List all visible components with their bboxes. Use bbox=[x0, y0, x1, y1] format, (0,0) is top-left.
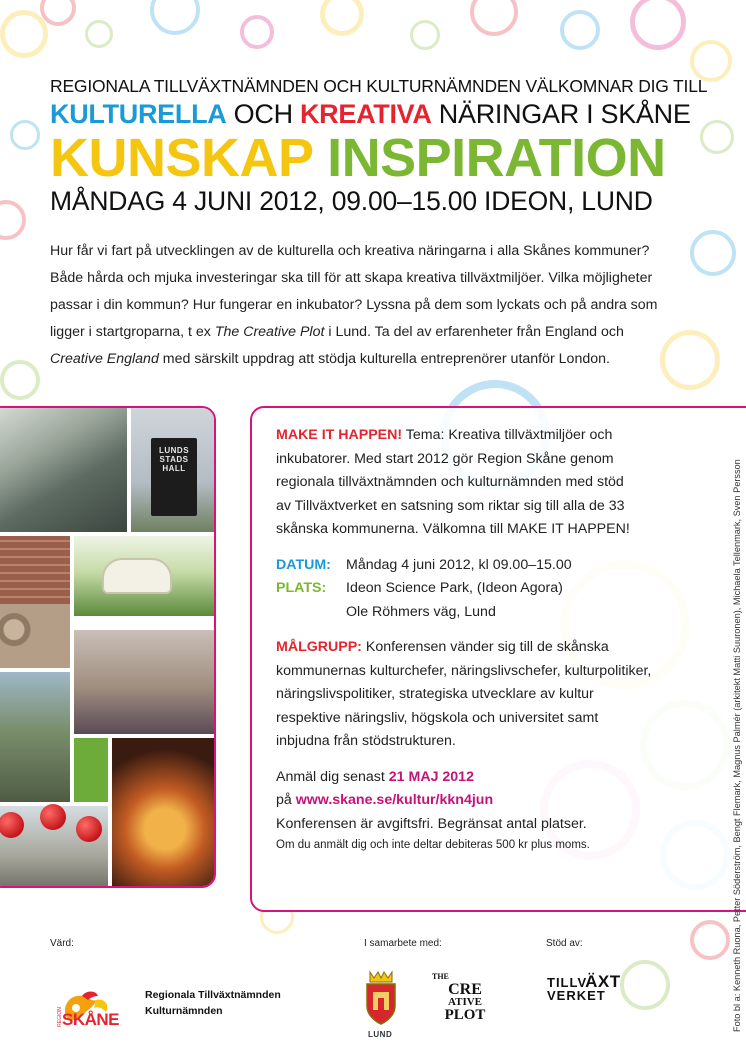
register-link[interactable]: www.skane.se/kultur/kkn4jun bbox=[295, 792, 494, 808]
plats-row-2 bbox=[276, 601, 716, 625]
header-kunskap: KUNSKAP bbox=[50, 128, 313, 188]
header-naringar: NÄRINGAR I SKÅNE bbox=[431, 99, 691, 129]
plats-address: Ole Röhmers väg, Lund bbox=[346, 603, 496, 620]
photo-collage bbox=[0, 406, 216, 888]
red-ball bbox=[0, 812, 24, 838]
make-it-happen-text: av Tillväxtverket en satsning som riktar sig till alla de 33 bbox=[276, 497, 625, 514]
creative-plot-name: The Creative Plot bbox=[214, 324, 325, 340]
datum-label: DATUM: bbox=[276, 556, 331, 573]
intro-line: ligger i startgroparna, t ex The Creative Plot i Lund. Ta del av erfarenheter från England och bbox=[50, 324, 624, 340]
header-inspiration: INSPIRATION bbox=[327, 128, 666, 188]
partner-label: I samarbete med: bbox=[364, 938, 442, 949]
photo-acrobats bbox=[0, 672, 70, 802]
free-text: Konferensen är avgiftsfri. Begränsat antal platser. bbox=[276, 815, 587, 832]
intro-paragraph bbox=[50, 238, 700, 373]
malgrupp-text: inbjudna från stödstrukturen. bbox=[276, 733, 456, 749]
tillvaxtverket-logo: TILLVÄXT VERKET bbox=[547, 972, 621, 1003]
make-it-happen-text: inkubatorer. Med start 2012 gör Region Skåne genom bbox=[276, 450, 614, 467]
make-it-happen-label: MAKE IT HAPPEN! bbox=[276, 427, 403, 443]
creative-plot-logo: THE CRE ATIVE PLOT bbox=[432, 972, 486, 1023]
support-label: Stöd av: bbox=[546, 938, 583, 949]
host-label: Värd: bbox=[50, 938, 74, 949]
lund-coat-of-arms-icon bbox=[364, 968, 398, 1028]
header-kreativa: KREATIVA bbox=[299, 99, 432, 129]
plats-value: Ideon Science Park, (Ideon Agora) bbox=[346, 580, 563, 596]
plats-label: PLATS: bbox=[276, 580, 327, 596]
host-name-1: Regionala Tillväxtnämnden bbox=[145, 989, 281, 1001]
photo-stone-wall bbox=[0, 604, 70, 668]
intro-line: passar i din kommun? Hur fungerar en inkubator? Lyssna på dem som lyckats och på andra som bbox=[50, 297, 658, 313]
plats-row bbox=[276, 577, 716, 601]
intro-line: Creative England med särskilt uppdrag att stödja kulturella entreprenörer utanför London. bbox=[50, 351, 610, 367]
header-och: OCH bbox=[226, 99, 300, 129]
malgrupp-text: näringslivspolitiker, strategiska utvecklare av kultur bbox=[276, 686, 594, 702]
photo-pavilion bbox=[74, 536, 216, 616]
register-deadline: 21 MAJ 2012 bbox=[388, 768, 474, 785]
photo-credit: Foto bl a: Kenneth Ruona, Petter Söderström, Bengt Flemark, Magnus Palmér (arkitekt Matti Suuronen), Michaela Tellenmark, Sven Persson bbox=[732, 459, 742, 1032]
datum-value: Måndag 4 juni 2012, kl 09.00–15.00 bbox=[346, 556, 572, 573]
creative-england-name: Creative England bbox=[50, 351, 159, 367]
malgrupp-label: MÅLGRUPP: bbox=[276, 639, 362, 655]
header-subtitle bbox=[50, 98, 695, 130]
datum-row bbox=[276, 554, 716, 578]
info-content bbox=[276, 424, 716, 854]
sign-board bbox=[151, 438, 197, 516]
intro-line: Hur får vi fart på utvecklingen av de kulturella och kreativa näringarna i alla Skånes kommuner? bbox=[50, 243, 650, 259]
region-tiny-text: REGION bbox=[56, 1007, 63, 1027]
red-ball bbox=[40, 804, 66, 830]
register-line: Anmäl dig senast 21 MAJ 2012 bbox=[276, 768, 474, 785]
pavilion-shape bbox=[102, 558, 172, 594]
lund-logo-text: LUND bbox=[368, 1030, 393, 1039]
make-it-happen-text: regionala tillväxtnämnden och kulturnämnden med stöd bbox=[276, 474, 624, 490]
photo-stadshall-sign bbox=[131, 408, 216, 532]
header-title bbox=[50, 130, 695, 186]
header-invitation-line: REGIONALA TILLVÄXTNÄMNDEN OCH KULTURNÄMNDEN VÄLKOMNAR DIG TILL bbox=[50, 76, 708, 96]
malgrupp-text: kommunernas kulturchefer, näringslivschefer, kulturpolitiker, bbox=[276, 662, 652, 679]
sign-text: LUNDS STADS HALL bbox=[158, 446, 190, 473]
header-kulturella: KULTURELLA bbox=[50, 99, 227, 129]
fee-text: Om du anmält dig och inte deltar debiteras 500 kr plus moms. bbox=[276, 839, 590, 851]
make-it-happen-line: MAKE IT HAPPEN! Tema: Kreativa tillväxtmiljöer och bbox=[276, 427, 613, 443]
green-block bbox=[74, 738, 108, 802]
skane-logo-text: SKÅNE bbox=[62, 1010, 120, 1029]
malgrupp-line: MÅLGRUPP: Konferensen vänder sig till de skånska bbox=[276, 639, 609, 655]
header bbox=[50, 76, 708, 216]
intro-line: Både hårda och mjuka investeringar ska till för att skapa kreativa tillväxtmiljöer. Vilka möjligheter bbox=[50, 270, 653, 286]
malgrupp-text: respektive näringsliv, högskola och universitet samt bbox=[276, 709, 599, 726]
host-names bbox=[145, 987, 281, 1019]
host-name-2: Kulturnämnden bbox=[145, 1005, 223, 1017]
photo-red-balls-performance bbox=[0, 806, 108, 888]
photo-concert-crowd bbox=[112, 738, 216, 888]
header-date-line: MÅNDAG 4 JUNI 2012, 09.00–15.00 IDEON, LUND bbox=[50, 186, 653, 216]
photo-cafe-courtyard bbox=[0, 408, 127, 532]
red-ball bbox=[76, 816, 102, 842]
make-it-happen-text: skånska kommunerna. Välkomna till MAKE IT HAPPEN! bbox=[276, 521, 630, 537]
register-url-line: på www.skane.se/kultur/kkn4jun bbox=[276, 792, 494, 808]
photo-people-sofa bbox=[74, 630, 216, 734]
